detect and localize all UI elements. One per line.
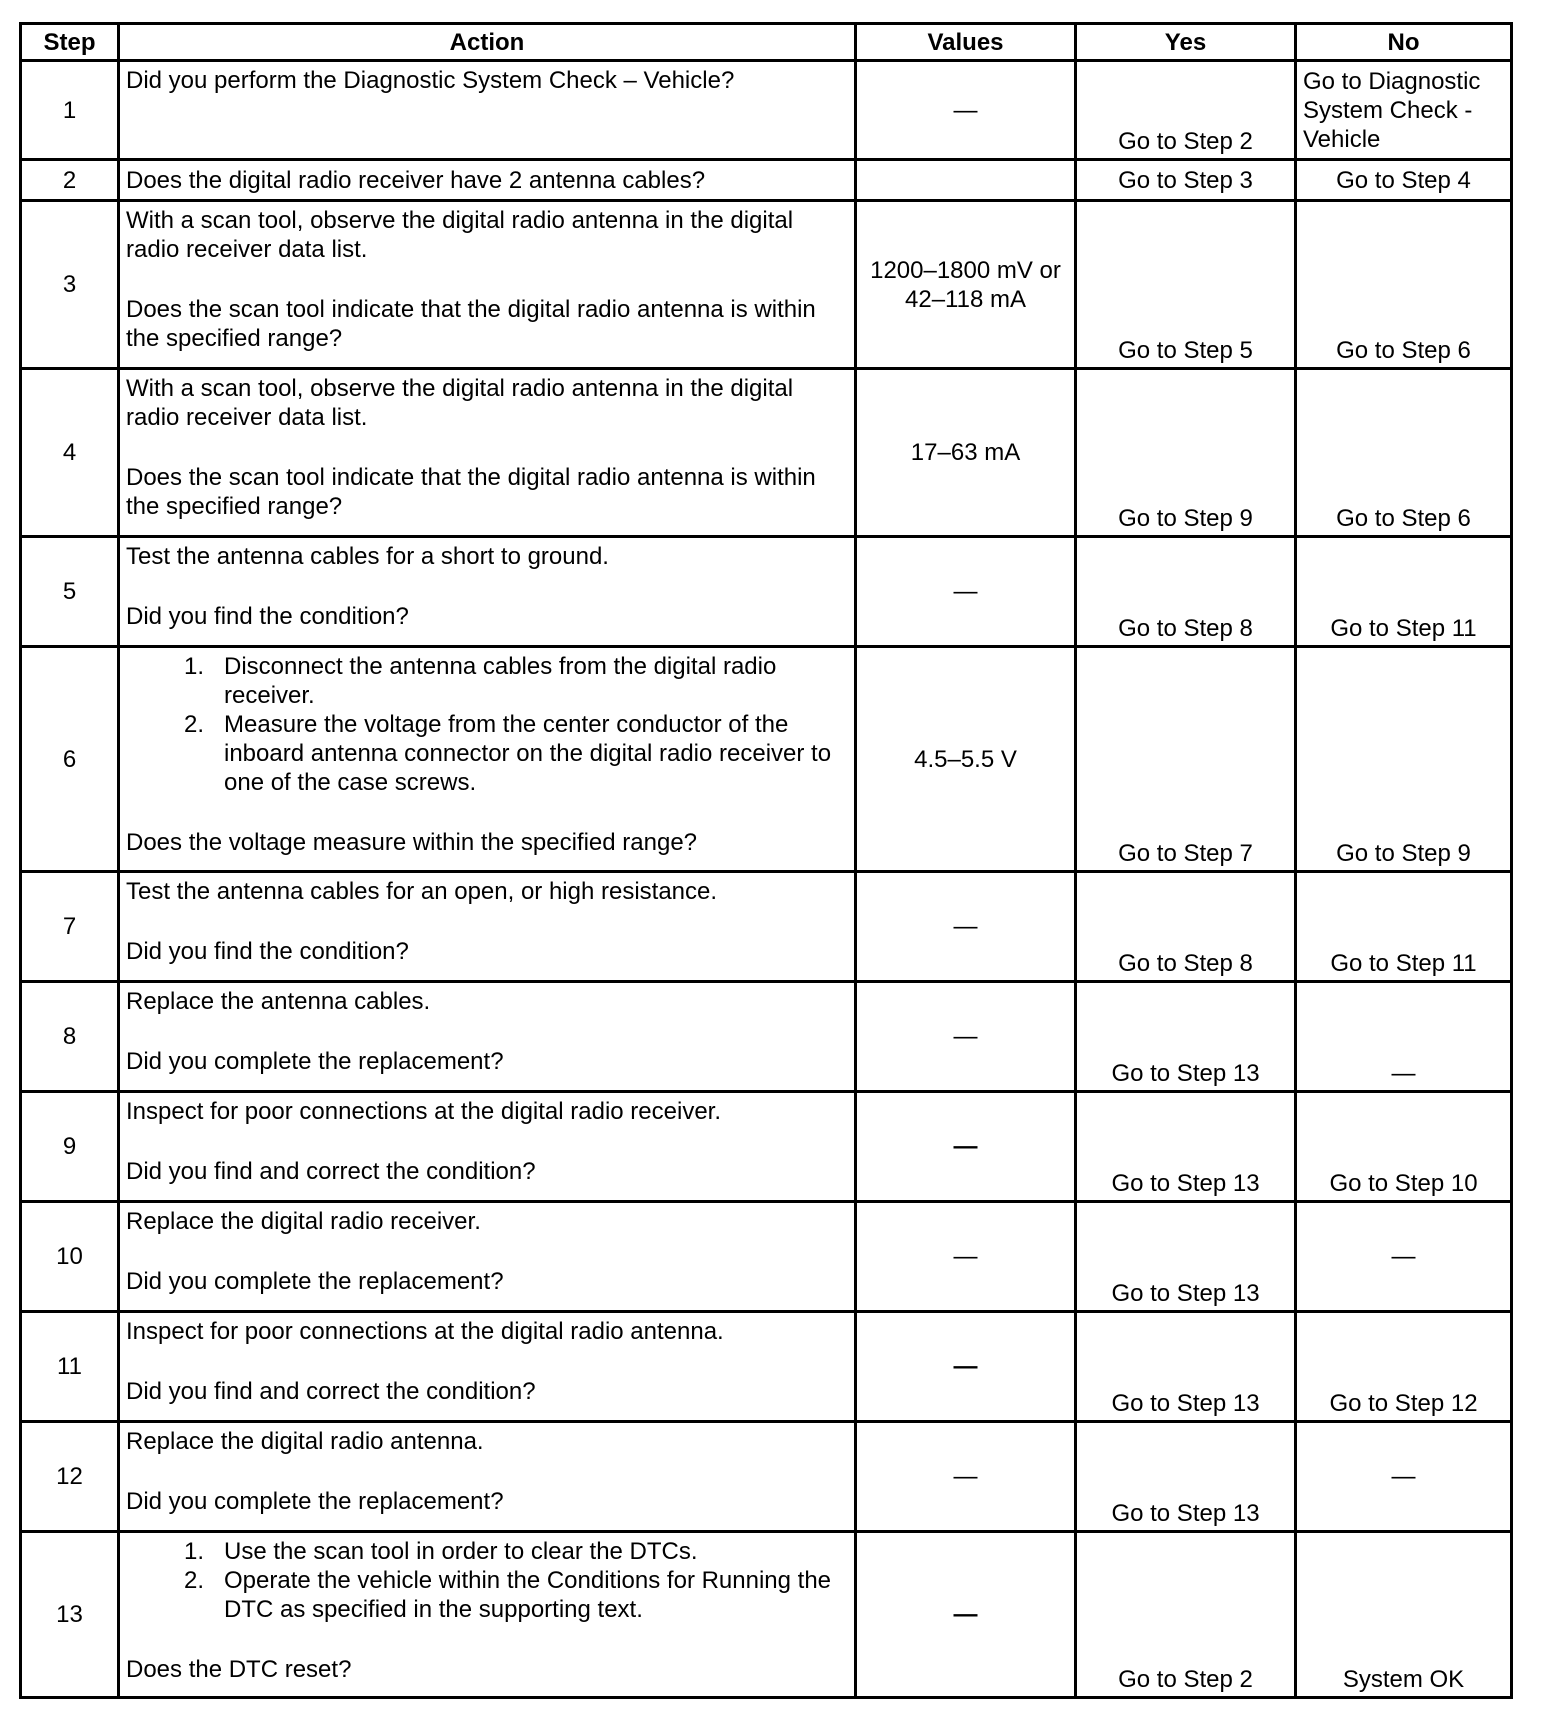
no-text: Go to Step 6 — [1336, 337, 1471, 364]
no-cell — [1296, 1202, 1512, 1312]
table-row — [21, 537, 1512, 647]
yes-text: Go to Step 5 — [1118, 337, 1253, 364]
step-number: 8 — [21, 982, 119, 1092]
list-item: 1. Disconnect the antenna cables from the digital radio receiver. — [184, 653, 777, 709]
action-text: Replace the antenna cables. — [126, 988, 431, 1015]
values-cell: — — [856, 1092, 1076, 1202]
question-text: Did you complete the replacement? — [126, 1048, 504, 1075]
yes-cell — [1076, 1092, 1296, 1202]
yes-cell — [1076, 1312, 1296, 1422]
yes-text: Go to Step 8 — [1118, 950, 1253, 977]
step-number: 3 — [21, 201, 119, 369]
question-text: Did you find and correct the condition? — [126, 1378, 536, 1405]
values-cell: 17–63 mA — [856, 369, 1076, 537]
no-text: Go to Step 4 — [1336, 166, 1471, 194]
step-number: 1 — [21, 61, 119, 160]
header-step: Step — [21, 24, 119, 61]
action-cell — [119, 982, 856, 1092]
table-row — [21, 61, 1512, 160]
no-text: Go to Step 6 — [1336, 505, 1471, 532]
step-number: 13 — [21, 1532, 119, 1698]
no-text: Go to Step 10 — [1329, 1170, 1478, 1197]
yes-text: Go to Step 13 — [1111, 1280, 1260, 1307]
diagnostic-table — [19, 22, 1513, 1699]
yes-text: Go to Step 13 — [1111, 1390, 1260, 1417]
step-number: 9 — [21, 1092, 119, 1202]
list-item: 2. Operate the vehicle within the Conditions for Running the DTC as specified in the supporting text. — [184, 1567, 832, 1623]
action-cell — [119, 201, 856, 369]
values-cell: — — [856, 1422, 1076, 1532]
no-text: Go to Diagnostic System Check - Vehicle — [1303, 67, 1481, 153]
action-text: Test the antenna cables for a short to ground. — [126, 543, 609, 570]
table-row — [21, 982, 1512, 1092]
action-text: Test the antenna cables for an open, or high resistance. — [126, 878, 718, 905]
yes-cell — [1076, 201, 1296, 369]
table-row — [21, 1312, 1512, 1422]
yes-text: Go to Step 13 — [1111, 1500, 1260, 1527]
question-text: Did you find and correct the condition? — [126, 1158, 536, 1185]
header-no: No — [1296, 24, 1512, 61]
yes-cell — [1076, 872, 1296, 982]
values-cell: — — [856, 1532, 1076, 1698]
question-text: Did you complete the replacement? — [126, 1268, 504, 1295]
yes-text: Go to Step 13 — [1111, 1170, 1260, 1197]
yes-cell — [1076, 537, 1296, 647]
action-cell — [119, 61, 856, 160]
no-cell — [1296, 1092, 1512, 1202]
no-text: Go to Step 11 — [1330, 615, 1477, 642]
header-yes: Yes — [1076, 24, 1296, 61]
no-cell — [1296, 369, 1512, 537]
yes-text: Go to Step 9 — [1118, 505, 1253, 532]
list-item-text: Use the scan tool in order to clear the DTCs. — [224, 1538, 698, 1565]
step-number: 6 — [21, 647, 119, 872]
no-cell — [1296, 160, 1512, 201]
values-cell: — — [856, 61, 1076, 160]
yes-cell — [1076, 1202, 1296, 1312]
no-text: — — [1391, 1060, 1416, 1087]
no-cell — [1296, 1422, 1512, 1532]
action-cell — [119, 1092, 856, 1202]
list-item: 2. Measure the voltage from the center conductor of the inboard antenna connector on the digital radio receiver to one of the case screws. — [184, 711, 832, 796]
list-item-text: Measure the voltage from the center conductor of the inboard antenna connector on the digital radio receiver to one of the case screws. — [224, 711, 832, 796]
table-row — [21, 647, 1512, 872]
yes-cell — [1076, 647, 1296, 872]
step-number: 5 — [21, 537, 119, 647]
question-text: Did you find the condition? — [126, 938, 409, 965]
no-cell — [1296, 1312, 1512, 1422]
table-row — [21, 160, 1512, 201]
action-cell — [119, 1422, 856, 1532]
yes-text: Go to Step 2 — [1118, 1666, 1253, 1693]
action-text: With a scan tool, observe the digital radio antenna in the digital radio receiver data list. — [126, 207, 794, 263]
values-cell: — — [856, 872, 1076, 982]
table-row — [21, 1532, 1512, 1698]
action-cell — [119, 160, 856, 201]
action-cell — [119, 537, 856, 647]
action-cell — [119, 369, 856, 537]
yes-cell — [1076, 1532, 1296, 1698]
action-text: With a scan tool, observe the digital radio antenna in the digital radio receiver data list. — [126, 375, 794, 431]
no-cell — [1296, 1532, 1512, 1698]
question-text: Does the DTC reset? — [126, 1656, 352, 1683]
no-cell — [1296, 61, 1512, 160]
yes-cell — [1076, 1422, 1296, 1532]
list-item-text: Operate the vehicle within the Conditions for Running the DTC as specified in the supporting text. — [224, 1567, 832, 1623]
step-number: 10 — [21, 1202, 119, 1312]
list-item-text: Disconnect the antenna cables from the digital radio receiver. — [224, 653, 777, 709]
no-text: System OK — [1342, 1666, 1465, 1693]
no-text: — — [1391, 1463, 1416, 1490]
table-row — [21, 1202, 1512, 1312]
table-row — [21, 872, 1512, 982]
yes-text: Go to Step 3 — [1118, 166, 1253, 194]
no-text: — — [1391, 1243, 1416, 1270]
table-row — [21, 1422, 1512, 1532]
step-number: 4 — [21, 369, 119, 537]
question-text: Does the voltage measure within the specified range? — [126, 829, 698, 856]
no-cell — [1296, 201, 1512, 369]
action-cell — [119, 1202, 856, 1312]
action-cell — [119, 647, 856, 872]
yes-cell — [1076, 982, 1296, 1092]
action-cell — [119, 1532, 856, 1698]
question-text: Did you find the condition? — [126, 603, 409, 630]
table-row — [21, 369, 1512, 537]
table-row — [21, 1092, 1512, 1202]
step-number: 11 — [21, 1312, 119, 1422]
values-text: 1200–1800 mV or 42–118 mA — [870, 256, 1061, 313]
question-text: Does the scan tool indicate that the digital radio antenna is within the specified range? — [126, 296, 816, 352]
step-number: 12 — [21, 1422, 119, 1532]
values-cell — [856, 160, 1076, 201]
table-header-row — [21, 24, 1512, 61]
no-cell — [1296, 982, 1512, 1092]
values-cell: 4.5–5.5 V — [856, 647, 1076, 872]
yes-text: Go to Step 7 — [1118, 840, 1253, 867]
yes-text: Go to Step 8 — [1118, 615, 1253, 642]
action-cell — [119, 1312, 856, 1422]
question-text: Does the scan tool indicate that the digital radio antenna is within the specified range? — [126, 464, 816, 520]
no-text: Go to Step 11 — [1330, 950, 1477, 977]
action-text: Replace the digital radio receiver. — [126, 1208, 481, 1235]
action-text: Does the digital radio receiver have 2 antenna cables? — [126, 166, 706, 194]
action-text: Did you perform the Diagnostic System Check – Vehicle? — [126, 67, 735, 94]
header-action: Action — [119, 24, 856, 61]
values-cell: — — [856, 537, 1076, 647]
list-item: 1. Use the scan tool in order to clear the DTCs. — [184, 1538, 698, 1565]
action-text: Inspect for poor connections at the digital radio receiver. — [126, 1098, 722, 1125]
action-text: Inspect for poor connections at the digital radio antenna. — [126, 1318, 724, 1345]
yes-cell — [1076, 369, 1296, 537]
no-cell — [1296, 872, 1512, 982]
action-list — [126, 1537, 848, 1624]
yes-cell — [1076, 61, 1296, 160]
values-cell: — — [856, 1202, 1076, 1312]
header-values: Values — [856, 24, 1076, 61]
yes-text: Go to Step 13 — [1111, 1060, 1260, 1087]
values-cell: — — [856, 982, 1076, 1092]
values-cell: — — [856, 1312, 1076, 1422]
no-text: Go to Step 9 — [1336, 840, 1471, 867]
no-cell — [1296, 537, 1512, 647]
values-cell — [856, 201, 1076, 369]
no-cell — [1296, 647, 1512, 872]
action-cell — [119, 872, 856, 982]
action-list — [126, 652, 848, 797]
yes-cell — [1076, 160, 1296, 201]
step-number: 2 — [21, 160, 119, 201]
no-text: Go to Step 12 — [1329, 1390, 1478, 1417]
yes-text: Go to Step 2 — [1118, 128, 1253, 155]
question-text: Did you complete the replacement? — [126, 1488, 504, 1515]
table-row — [21, 201, 1512, 369]
action-text: Replace the digital radio antenna. — [126, 1428, 484, 1455]
step-number: 7 — [21, 872, 119, 982]
